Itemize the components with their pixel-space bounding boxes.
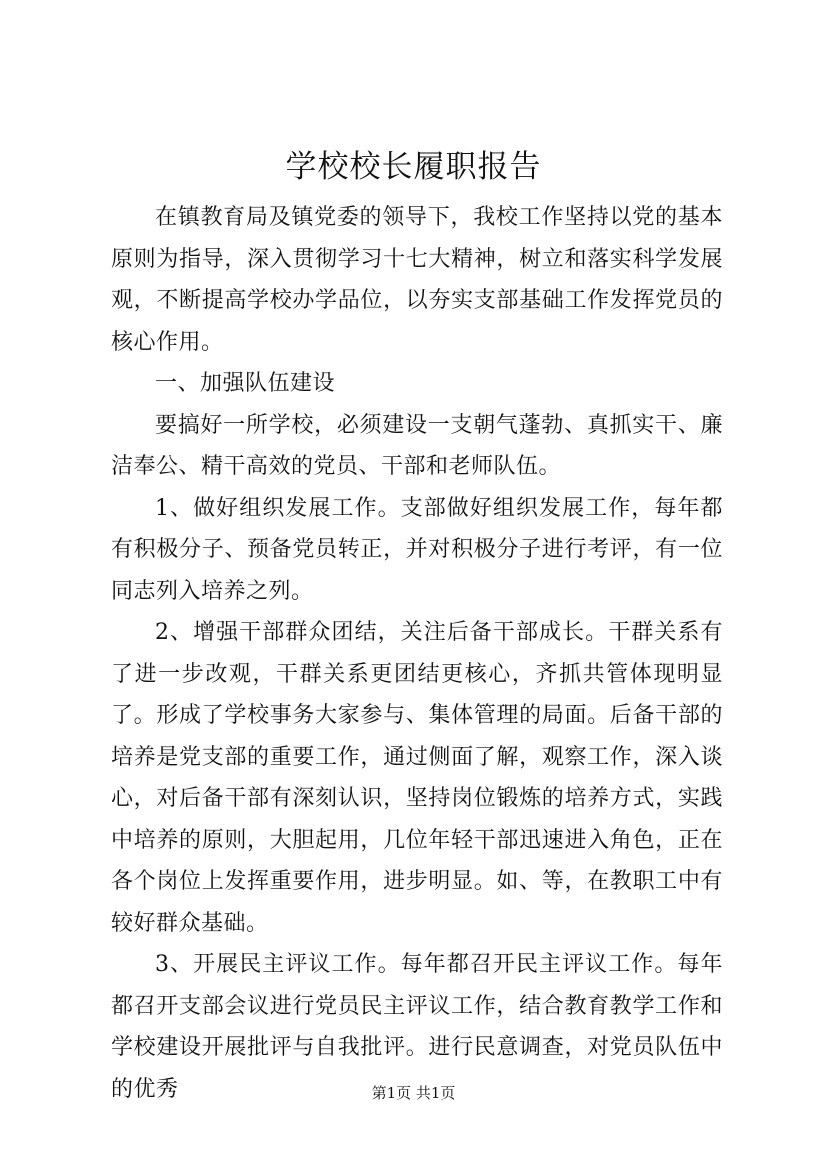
paragraph-intro: 在镇教育局及镇党委的领导下，我校工作坚持以党的基本原则为指导，深入贯彻学习十七大精神，树立和落实科学发展观，不断提高学校办学品位，以夯实支部基础工作发挥党员的核心作用。	[111, 205, 723, 355]
paragraph-item-2: 2、增强干部群众团结，关注后备干部成长。干群关系有了进一步改观，干群关系更团结更核心，齐抓共管体现明显了。形成了学校事务大家参与、集体管理的局面。后备干部的培养是党支部的重要工作，通过侧面了解，观察工作，深入谈心，对后备干部有深刻认识，坚持岗位锻炼的培养方式，实践中培养的原则，大胆起用，几位年轻干部迅速进入角色，正在各个岗位上发挥重要作用，进步明显。如、等，在教职工中有较好群众基础。	[111, 620, 723, 936]
page-footer: 第1页 共1页	[371, 1084, 456, 1102]
document-body	[111, 197, 723, 1110]
paragraph-item-1: 1、做好组织发展工作。支部做好组织发展工作，每年都有积极分子、预备党员转正，并对积极分子进行考评，有一位同志列入培养之列。	[111, 495, 723, 604]
document-title: 学校校长履职报告	[285, 149, 542, 185]
section-heading: 一、加强队伍建设	[155, 371, 336, 396]
paragraph-team: 要搞好一所学校，必须建设一支朝气蓬勃、真抓实干、廉洁奉公、精干高效的党员、干部和老师队伍。	[111, 412, 723, 479]
paragraph-item-3: 3、开展民主评议工作。每年都召开民主评议工作。每年都召开支部会议进行党员民主评议工作，结合教育教学工作和学校建设开展批评与自我批评。进行民意调查，对党员队伍中的优秀	[111, 952, 723, 1102]
